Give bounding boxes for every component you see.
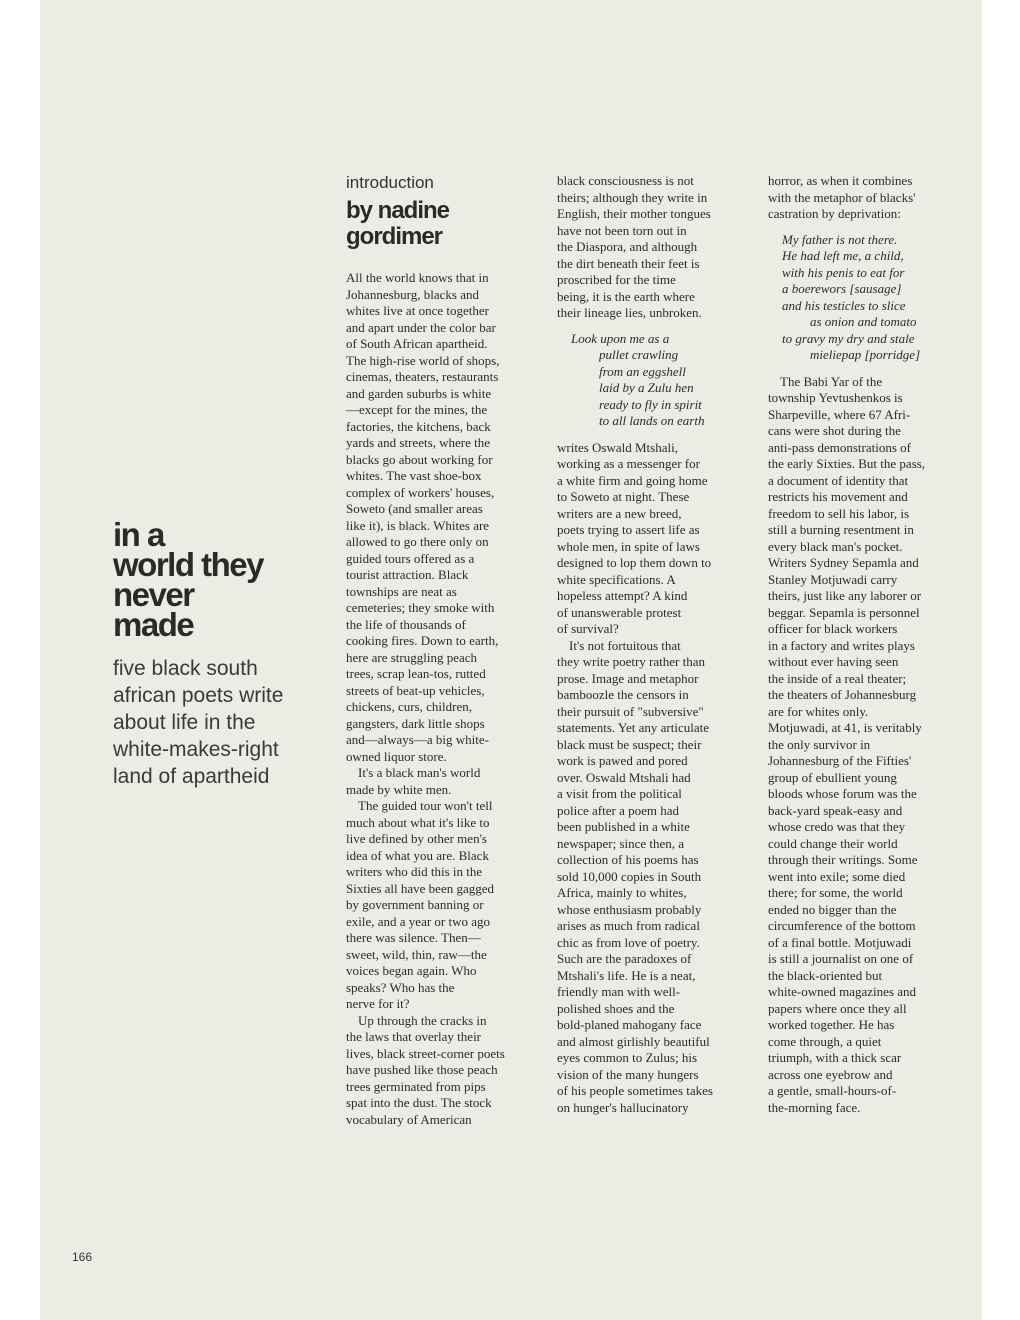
text-line: whose credo was that they (768, 819, 906, 834)
text-line: much about what it's like to (346, 814, 490, 830)
text-line: the Diaspora, and although (557, 239, 698, 254)
text-line: Johannesburg, blacks and (346, 286, 479, 302)
text-line: to Soweto at night. These (557, 489, 690, 504)
text-line: allowed to go there only on (346, 534, 489, 549)
text-line: Sharpeville, where 67 Afri- (768, 406, 911, 422)
text-line: of a final bottle. Motjuwadi (768, 934, 912, 950)
text-line: The high-rise world of shops, (346, 352, 500, 368)
text-line: chickens, curs, children, (346, 699, 472, 714)
text-line: working as a messenger for (557, 456, 700, 471)
text-line: sold 10,000 copies in South (557, 868, 702, 884)
poem-line: mieliepap [porridge] (810, 347, 921, 362)
text-line: without ever having seen (768, 654, 899, 669)
text-line: with the metaphor of blacks' (768, 189, 916, 205)
paragraph-block (768, 374, 963, 1117)
text-line: gangsters, dark little shops (346, 715, 485, 731)
text-line: idea of what you are. Black (346, 847, 489, 863)
text-line: there was silence. Then— (346, 930, 481, 945)
spacer (768, 364, 963, 374)
text-line: triumph, with a thick scar (768, 1050, 902, 1065)
text-line: of South African apartheid. (346, 336, 488, 351)
text-line: their lineage lies, unbroken. (557, 305, 702, 320)
text-line: the inside of a real theater; (768, 670, 907, 686)
text-line: lives, black street-corner poets (346, 1045, 505, 1061)
text-line: vocabulary of American (346, 1111, 472, 1127)
poem-line: ready to fly in spirit (599, 396, 702, 412)
text-line: made by white men. (346, 781, 452, 797)
text-line: a document of identity that (768, 472, 909, 488)
text-line: whole men, in spite of laws (557, 538, 700, 554)
spacer (768, 223, 963, 232)
poem-line: to all lands on earth (599, 413, 705, 428)
text-line: proscribed for the time (557, 272, 676, 287)
text-line: vision of the many hungers (557, 1066, 699, 1082)
text-line: cemeteries; they smoke with (346, 600, 495, 615)
text-line: and—always—a big white- (346, 732, 489, 747)
text-line: across one eyebrow and (768, 1066, 893, 1082)
text-line: speaks? Who has the (346, 979, 455, 995)
text-line: they write poetry rather than (557, 654, 705, 669)
text-line: live defined by other men's (346, 831, 487, 846)
text-line: a visit from the political (557, 786, 682, 801)
text-line: eyes common to Zulus; his (557, 1050, 698, 1065)
title-line: in a (113, 516, 164, 553)
text-line: nerve for it? (346, 996, 410, 1011)
text-line: writers are a new breed, (557, 505, 682, 521)
text-line: black must be suspect; their (557, 736, 702, 752)
spacer (557, 322, 752, 331)
text-line: went into exile; some died (768, 868, 906, 884)
text-line: spat into the dust. The stock (346, 1095, 492, 1110)
text-line: on hunger's hallucinatory (557, 1099, 689, 1115)
paragraph-block (557, 440, 752, 1117)
title-line: made (113, 606, 194, 643)
text-line: by government banning or (346, 897, 484, 912)
text-line: hopeless attempt? A kind (557, 588, 688, 603)
text-line: voices began again. Who (346, 963, 477, 978)
text-line: the only survivor in (768, 736, 871, 752)
text-line: writes Oswald Mtshali, (557, 439, 678, 455)
subtitle-line: african poets write (113, 684, 284, 707)
text-line: have pushed like those peach (346, 1062, 498, 1077)
text-line: the black-oriented but (768, 967, 883, 983)
text-line: poets trying to assert life as (557, 522, 700, 537)
text-line: the theaters of Johannesburg (768, 687, 917, 702)
poem-line: pullet crawling (599, 347, 679, 362)
text-line: townships are neat as (346, 583, 457, 599)
poem-excerpt (557, 331, 752, 430)
text-line: in a factory and writes plays (768, 637, 915, 653)
text-line: horror, as when it combines (768, 173, 913, 188)
text-line: statements. Yet any articulate (557, 720, 709, 735)
text-line: cinemas, theaters, restaurants (346, 369, 499, 384)
poem-line: with his penis to eat for (782, 264, 905, 280)
text-line: Mtshali's life. He is a neat, (557, 967, 696, 983)
text-line: friendly man with well- (557, 984, 681, 999)
text-line: white specifications. A (557, 571, 676, 587)
text-line: come through, a quiet (768, 1033, 882, 1049)
text-line: a gentle, small-hours-of- (768, 1083, 897, 1098)
poem-excerpt (768, 232, 963, 364)
text-line: the-morning face. (768, 1099, 861, 1115)
text-line: cooking fires. Down to earth, (346, 633, 499, 648)
text-line: Sixties all have been gagged (346, 880, 495, 896)
text-line: whites. The vast shoe-box (346, 468, 482, 483)
text-line: bamboozle the censors in (557, 687, 689, 702)
text-line: Writers Sydney Sepamla and (768, 555, 919, 570)
poem-line: He had left me, a child, (782, 248, 904, 263)
paragraph-block (346, 270, 536, 1128)
paragraph-block (768, 173, 963, 223)
text-line: castration by deprivation: (768, 206, 901, 221)
kicker: introduction (346, 173, 434, 192)
text-line: writers who did this in the (346, 864, 483, 879)
text-line: prose. Image and metaphor (557, 670, 699, 686)
text-line: freedom to sell his labor, is (768, 505, 910, 521)
text-line: is still a journalist on one of (768, 951, 914, 966)
text-line: circumference of the bottom (768, 918, 916, 933)
text-line: theirs; although they write in (557, 189, 708, 205)
poem-line: as onion and tomato (810, 314, 917, 329)
article-subtitle (113, 655, 323, 790)
page-number: 166 (72, 1250, 93, 1264)
text-line: officer for black workers (768, 621, 898, 636)
text-line: newspaper; since then, a (557, 835, 685, 851)
text-line: anti-pass demonstrations of (768, 439, 911, 455)
text-line: Such are the paradoxes of (557, 951, 692, 966)
title-line: world they (113, 546, 264, 583)
text-line: like it), is black. Whites are (346, 517, 490, 533)
text-line: the early Sixties. But the pass, (768, 456, 926, 471)
text-line: have not been torn out in (557, 222, 687, 238)
text-line: sweet, wild, thin, raw—the (346, 946, 487, 962)
poem-line: Look upon me as a (571, 330, 670, 346)
subtitle-line: land of apartheid (113, 765, 270, 788)
article-title (113, 516, 323, 643)
text-line: black consciousness is not (557, 173, 694, 188)
text-line: their pursuit of "subversive" (557, 703, 704, 719)
text-line: Africa, mainly to whites, (557, 885, 687, 900)
text-line: English, their mother tongues (557, 206, 711, 221)
text-line: are for whites only. (768, 703, 869, 719)
text-line: It's not fortuitous that (569, 637, 681, 653)
text-line: arises as much from radical (557, 918, 700, 933)
text-line: restricts his movement and (768, 489, 908, 504)
poem-line: from an eggshell (599, 363, 686, 379)
text-line: It's a black man's world (358, 765, 481, 780)
title-line: never (113, 576, 194, 613)
text-line: been published in a white (557, 819, 690, 834)
text-line: —except for the mines, the (346, 402, 488, 417)
text-line: The guided tour won't tell (358, 798, 493, 813)
text-line: of his people sometimes takes (557, 1083, 713, 1098)
text-line: and garden suburbs is white (346, 385, 492, 401)
text-line: being, it is the earth where (557, 288, 695, 304)
text-line: beggar. Sepamla is personnel (768, 604, 920, 620)
text-line: collection of his poems has (557, 852, 699, 867)
text-line: the life of thousands of (346, 616, 466, 632)
text-line: Up through the cracks in (358, 1012, 487, 1028)
paragraph-block (557, 173, 752, 322)
text-line: whose enthusiasm probably (557, 901, 702, 917)
text-line: group of ebullient young (768, 769, 897, 785)
text-line: whites live at once together (346, 303, 489, 318)
text-line: complex of workers' houses, (346, 484, 495, 500)
text-line: polished shoes and the (557, 1000, 675, 1016)
poem-line: My father is not there. (782, 231, 898, 247)
text-line: white-owned magazines and (768, 984, 917, 999)
text-line: township Yevtushenkos is (768, 390, 903, 405)
text-line: work is pawed and pored (557, 753, 688, 768)
text-line: Johannesburg of the Fifties' (768, 753, 912, 768)
text-line: Motjuwadi, at 41, is veritably (768, 720, 922, 735)
poem-line: to gravy my dry and stale (782, 330, 915, 346)
text-line: and almost girlishly beautiful (557, 1033, 710, 1049)
subtitle-line: about life in the (113, 711, 256, 734)
text-line: still a burning resentment in (768, 522, 914, 537)
text-line: ended no bigger than the (768, 901, 897, 917)
text-line: guided tours offered as a (346, 550, 475, 566)
text-line: could change their world (768, 835, 898, 851)
column-1 (346, 270, 536, 1128)
text-line: bold-planed mahogany face (557, 1017, 702, 1032)
text-line: owned liquor store. (346, 748, 447, 764)
text-line: papers where once they all (768, 1000, 907, 1016)
text-line: Stanley Motjuwadi carry (768, 571, 898, 587)
text-line: factories, the kitchens, back (346, 418, 491, 434)
text-line: there; for some, the world (768, 885, 903, 900)
text-line: over. Oswald Mtshali had (557, 769, 691, 785)
column-2 (557, 173, 752, 1116)
poem-line: a boerewors [sausage] (782, 281, 902, 296)
text-line: blacks go about working for (346, 451, 493, 467)
text-line: The Babi Yar of the (780, 373, 883, 389)
text-line: exile, and a year or two ago (346, 913, 491, 929)
text-line: yards and streets, where the (346, 435, 491, 450)
text-line: Soweto (and smaller areas (346, 501, 483, 516)
text-line: of unanswerable protest (557, 604, 682, 620)
text-line: through their writings. Some (768, 852, 918, 867)
text-line: cans were shot during the (768, 423, 901, 438)
text-line: tourist attraction. Black (346, 567, 469, 582)
text-line: a white firm and going home (557, 472, 708, 488)
text-line: All the world knows that in (346, 270, 489, 285)
text-line: the dirt beneath their feet is (557, 255, 700, 271)
poem-line: and his testicles to slice (782, 297, 906, 313)
text-line: and apart under the color bar (346, 319, 496, 335)
byline (346, 198, 449, 250)
byline-line: gordimer (346, 223, 443, 250)
text-line: here are struggling peach (346, 649, 478, 665)
text-line: bloods whose forum was the (768, 786, 917, 801)
text-line: every black man's pocket. (768, 538, 903, 554)
text-line: theirs, just like any laborer or (768, 588, 922, 603)
poem-line: laid by a Zulu hen (599, 380, 694, 395)
column-3 (768, 173, 963, 1116)
text-line: of survival? (557, 621, 619, 636)
text-line: police after a poem had (557, 802, 679, 818)
subtitle-line: five black south (113, 657, 258, 680)
text-line: designed to lop them down to (557, 555, 712, 570)
text-line: chic as from love of poetry. (557, 934, 700, 950)
spacer (557, 430, 752, 440)
text-line: worked together. He has (768, 1017, 895, 1032)
text-line: trees germinated from pips (346, 1078, 486, 1094)
byline-line: by nadine (346, 197, 450, 224)
text-line: streets of beat-up vehicles, (346, 682, 485, 698)
subtitle-line: white-makes-right (113, 738, 279, 761)
text-line: the laws that overlay their (346, 1029, 482, 1044)
text-line: back-yard speak-easy and (768, 802, 903, 818)
text-line: trees, scrap lean-tos, rutted (346, 666, 486, 681)
